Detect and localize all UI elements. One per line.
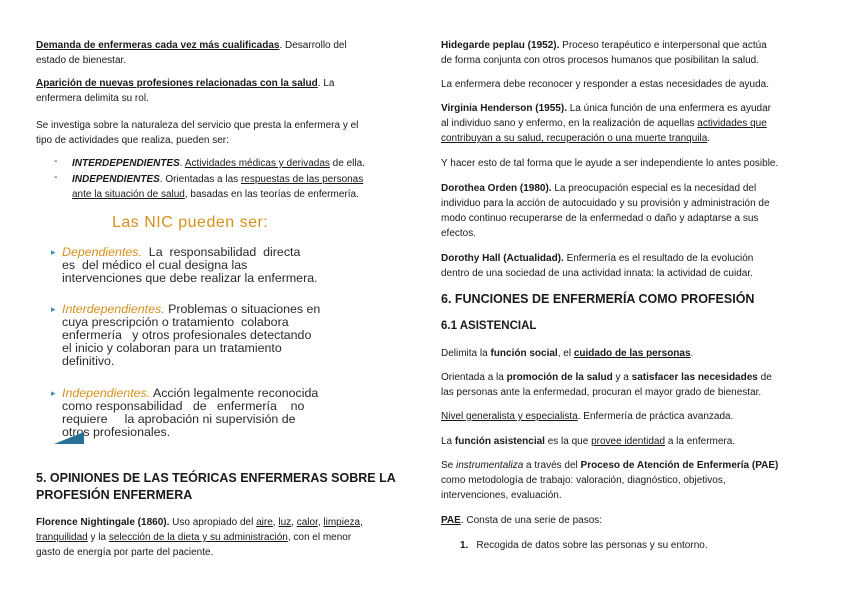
text: La xyxy=(441,436,455,447)
paragraph-henderson xyxy=(441,101,771,146)
paragraph-peplau xyxy=(441,38,767,68)
nic-line: otros profesionales. xyxy=(62,425,171,439)
term-level: Nivel generalista y especialista xyxy=(441,411,578,422)
demand-line2: estado de bienestar. xyxy=(36,55,127,66)
demand-heading: Demanda de enfermeras cada vez más cualificadas xyxy=(36,40,280,51)
investigation-line1: Se investiga sobre la naturaleza del servicio que presta la enfermera y el xyxy=(36,120,359,131)
text: La única función de una enfermera es ayudar xyxy=(566,103,771,114)
list-number: 1. xyxy=(460,540,469,551)
nic-line: Acción legalmente reconocida xyxy=(150,386,319,400)
nic-line: requiere la aprobación ni supervisión de xyxy=(62,412,296,426)
text: . xyxy=(690,348,694,359)
text: , con el menor xyxy=(287,532,352,543)
nic-line: el inicio y colaboran para un tratamiento xyxy=(62,341,282,355)
list-item xyxy=(460,538,708,553)
pae-abbrev: PAE xyxy=(441,515,461,526)
term-dieta: selección de la dieta y su administración xyxy=(108,532,288,543)
bullet-dash: - xyxy=(54,156,58,167)
term-care: cuidado de las personas xyxy=(573,348,691,359)
term-limpieza: limpieza xyxy=(323,517,361,528)
peplau-name: Hidegarde peplau (1952). xyxy=(441,40,560,51)
text: como metodología de trabajo: valoración, diagnóstico, objetivos, xyxy=(441,475,726,486)
nic-line: como responsabilidad de enfermería no xyxy=(62,399,305,413)
demand-text: . Desarrollo del xyxy=(279,40,347,51)
text: Orientada a la xyxy=(441,372,507,383)
text: . Consta de una serie de pasos: xyxy=(460,515,603,526)
slide-corner-decoration xyxy=(54,432,84,444)
nic-line: Problemas o situaciones en xyxy=(164,302,321,316)
triangle-right-icon: ▸ xyxy=(51,304,56,314)
nic-keyword: Dependientes. xyxy=(62,245,142,259)
text: es la que xyxy=(544,436,592,447)
text: y a xyxy=(612,372,632,383)
investigation-line2: tipo de actividades que realiza, pueden ser: xyxy=(36,135,229,146)
text: dentro de una sociedad de una actividad innata: la actividad de cuidar. xyxy=(441,268,753,279)
independientes-label: INDEPENDIENTES xyxy=(72,174,160,185)
nic-line: es del médico el cual designa las xyxy=(62,258,248,272)
term-identity: provee identidad xyxy=(591,436,666,447)
triangle-right-icon: ▸ xyxy=(51,388,56,398)
triangle-right-icon: ▸ xyxy=(51,247,56,257)
paragraph-promotion xyxy=(441,370,772,400)
term-pae: Proceso de Atención de Enfermería (PAE) xyxy=(580,460,779,471)
text: Proceso terapéutico e interpersonal que actúa xyxy=(559,40,767,51)
text: las personas ante la enfermedad, procuran el mayor grado de bienestar. xyxy=(441,387,762,398)
medical-activities-link: Actividades médicas y derivadas xyxy=(184,158,330,169)
paragraph-pae-steps xyxy=(441,513,602,528)
paragraph-independence: Y hacer esto de tal forma que le ayude a ser independiente lo antes posible. xyxy=(441,158,779,169)
nic-line: intervenciones que debe realizar la enfermera. xyxy=(62,271,318,285)
nic-item-dependientes xyxy=(51,245,318,285)
paragraph-hall xyxy=(441,251,753,281)
section-6-1-heading: 6.1 ASISTENCIAL xyxy=(441,320,537,332)
nic-line: cuya prescripción o tratamiento colabora xyxy=(62,315,289,329)
bullet-independientes xyxy=(72,172,363,202)
text: , xyxy=(272,517,279,528)
orem-name: Dorothea Orden (1980). xyxy=(441,183,552,194)
text: Delimita la xyxy=(441,348,491,359)
heading-line: 5. OPINIONES DE LAS TEÓRICAS ENFERMERAS SOBRE LA xyxy=(36,471,396,485)
text: de xyxy=(757,372,772,383)
text: modo continuo recuperarse de la enfermedad o daño y adaptarse a sus xyxy=(441,213,759,224)
new-professions-text: . La xyxy=(317,78,335,89)
text: gasto de energía por parte del paciente. xyxy=(36,547,214,558)
bullet-interdependientes xyxy=(72,156,365,171)
text: al individuo sano y enfermo, en la realización de aquellas xyxy=(441,118,698,129)
paragraph-investigation xyxy=(36,118,358,148)
paragraph-demand xyxy=(36,38,347,68)
nic-item-independientes xyxy=(51,386,319,439)
term-instrumentaliza: instrumentaliza xyxy=(456,460,524,471)
paragraph-orem xyxy=(441,181,770,241)
text: Se xyxy=(441,460,457,471)
term-assistance: función asistencial xyxy=(454,436,545,447)
paragraph-recognize-needs: La enfermera debe reconocer y responder a estas necesidades de ayuda. xyxy=(441,79,769,90)
responses-link: respuestas de las personas xyxy=(240,174,364,185)
hall-name: Dorothy Hall (Actualidad). xyxy=(441,253,564,264)
paragraph-new-professions xyxy=(36,76,334,106)
heading-line: PROFESIÓN ENFERMERA xyxy=(36,488,193,502)
text: Uso apropiado del xyxy=(169,517,257,528)
new-professions-heading: Aparición de nuevas profesiones relacionadas con la salud xyxy=(36,78,318,89)
bullet-dash: - xyxy=(54,172,58,183)
bullet-rest: , basadas en las teorías de enfermería. xyxy=(184,189,359,200)
interdependientes-label: INTERDEPENDIENTES xyxy=(72,158,180,169)
text: a la enfermera. xyxy=(665,436,736,447)
text: , xyxy=(317,517,324,528)
nic-title: Las NIC pueden ser: xyxy=(112,214,269,231)
text: Enfermería es el resultado de la evolución xyxy=(563,253,754,264)
term-aire: aire xyxy=(256,517,273,528)
paragraph-pae xyxy=(441,458,778,503)
term-tranquilidad: tranquilidad xyxy=(36,532,88,543)
text: efectos. xyxy=(441,228,477,239)
term-calor: calor xyxy=(296,517,318,528)
section-5-heading xyxy=(36,470,396,504)
new-professions-line2: enfermera delimita su rol. xyxy=(36,93,149,104)
text: , xyxy=(360,517,363,528)
text: . Enfermería de práctica avanzada. xyxy=(577,411,734,422)
term-luz: luz xyxy=(278,517,292,528)
nic-line: definitivo. xyxy=(62,354,115,368)
paragraph-level xyxy=(441,409,733,424)
nic-line: La responsabilidad directa xyxy=(141,245,301,259)
separator: . Orientadas a las xyxy=(159,174,241,185)
bullet-rest: de ella. xyxy=(329,158,365,169)
term-promotion: promoción de la salud xyxy=(506,372,613,383)
text: . xyxy=(707,133,711,144)
text: La preocupación especial es la necesidad del xyxy=(551,183,757,194)
list-text: Recogida de datos sobre las personas y su entorno. xyxy=(476,540,708,551)
nightingale-name: Florence Nightingale (1860). xyxy=(36,517,170,528)
health-situation-link: ante la situación de salud xyxy=(72,189,185,200)
term-contribute: contribuyan a su salud, recuperación o una muerte tranquila xyxy=(441,133,708,144)
paragraph-social-function xyxy=(441,346,693,361)
nic-item-interdependientes xyxy=(51,302,321,368)
text: a través del xyxy=(523,460,581,471)
text: , xyxy=(291,517,297,528)
text: de forma conjunta con otros procesos humanos que posibilitan la salud. xyxy=(441,55,759,66)
nic-keyword: Independientes. xyxy=(62,386,151,400)
section-6-heading: 6. FUNCIONES DE ENFERMERÍA COMO PROFESIÓN xyxy=(441,292,755,306)
separator: . xyxy=(179,158,185,169)
paragraph-nightingale xyxy=(36,515,406,560)
text: , el xyxy=(557,348,574,359)
henderson-name: Virginia Henderson (1955). xyxy=(441,103,567,114)
term-social-function: función social xyxy=(490,348,558,359)
paragraph-assistance xyxy=(441,434,735,449)
text: intervenciones, evaluación. xyxy=(441,490,562,501)
term-needs: satisfacer las necesidades xyxy=(631,372,758,383)
term-activities: actividades que xyxy=(697,118,767,129)
text: y la xyxy=(87,532,109,543)
nic-line: enfermería y otros profesionales detectando xyxy=(62,328,312,342)
nic-keyword: Interdependientes. xyxy=(62,302,165,316)
text: individuo para la acción de autocuidado y su provisión y administración de xyxy=(441,198,770,209)
